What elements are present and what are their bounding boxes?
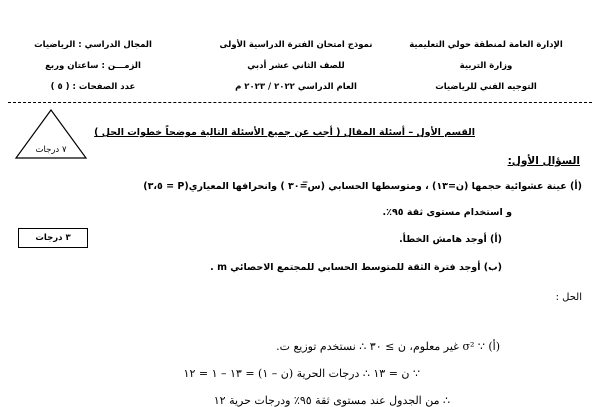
- question-title: السؤال الأول:: [507, 155, 580, 167]
- question-statement: (أ) عينة عشوائية حجمها (ن=١٣) ، ومتوسطها الحسابي (س̅=٣٠ ) وانحرافها المعياري(P = ٣،٥): [143, 181, 582, 192]
- question-confidence-line: و استخدام مستوى ثقة ٩٥٪.: [382, 207, 512, 218]
- header-left-line-2: الزمـــن : ساعتان وربع: [45, 61, 141, 71]
- solution-label: الحل :: [555, 292, 582, 303]
- header-right-line-3: التوجيه الفني للرياضيات: [435, 82, 537, 92]
- header-right-line-2: وزارة التربية: [459, 61, 513, 71]
- solution-line-1: (أ) ∵ σ² غير معلوم، ن ≥ ٣٠ ∴ نستخدم توزيع ت.: [276, 340, 500, 353]
- header-middle-line-3: العام الدراسي ٢٠٢٢ / ٢٠٢٣ م: [235, 82, 357, 92]
- question-part-a: (أ) أوجد هامش الخطأ.: [399, 234, 502, 245]
- header-middle-line-1: نموذج امتحان الفترة الدراسية الأولى: [219, 40, 373, 50]
- solution-line-3: ∴ من الجدول عند مستوى ثقة ٩٥٪ ودرجات حرية ١٢: [213, 394, 450, 407]
- header-left-line-1: المجال الدراسي : الرياضيات: [34, 40, 152, 50]
- header-divider: [8, 102, 592, 103]
- question-part-b: (ب) أوجد فترة الثقة للمتوسط الحسابي للمجتمع الاحصائي m .: [210, 262, 502, 273]
- header-middle-line-2: للصف الثاني عشر أدبي: [247, 61, 345, 71]
- header-left-line-3: عدد الصفحات : ( ٥ ): [50, 82, 136, 92]
- header-right-line-1: الإدارة العامة لمنطقة حولي التعليمية: [409, 40, 563, 50]
- section-title: القسم الأول – أسئلة المقال ( أجب عن جميع الأسئلة التالية موضحاً خطوات الحل ): [94, 127, 475, 138]
- section-marks-label: ٧ درجات: [35, 145, 67, 155]
- solution-line-2: ∵ ن = ١٣ ∴ درجات الحرية (ن – ١) = ١٣ – ١ = ١٢: [183, 367, 420, 380]
- question-marks-box: ٣ درجات: [18, 228, 88, 248]
